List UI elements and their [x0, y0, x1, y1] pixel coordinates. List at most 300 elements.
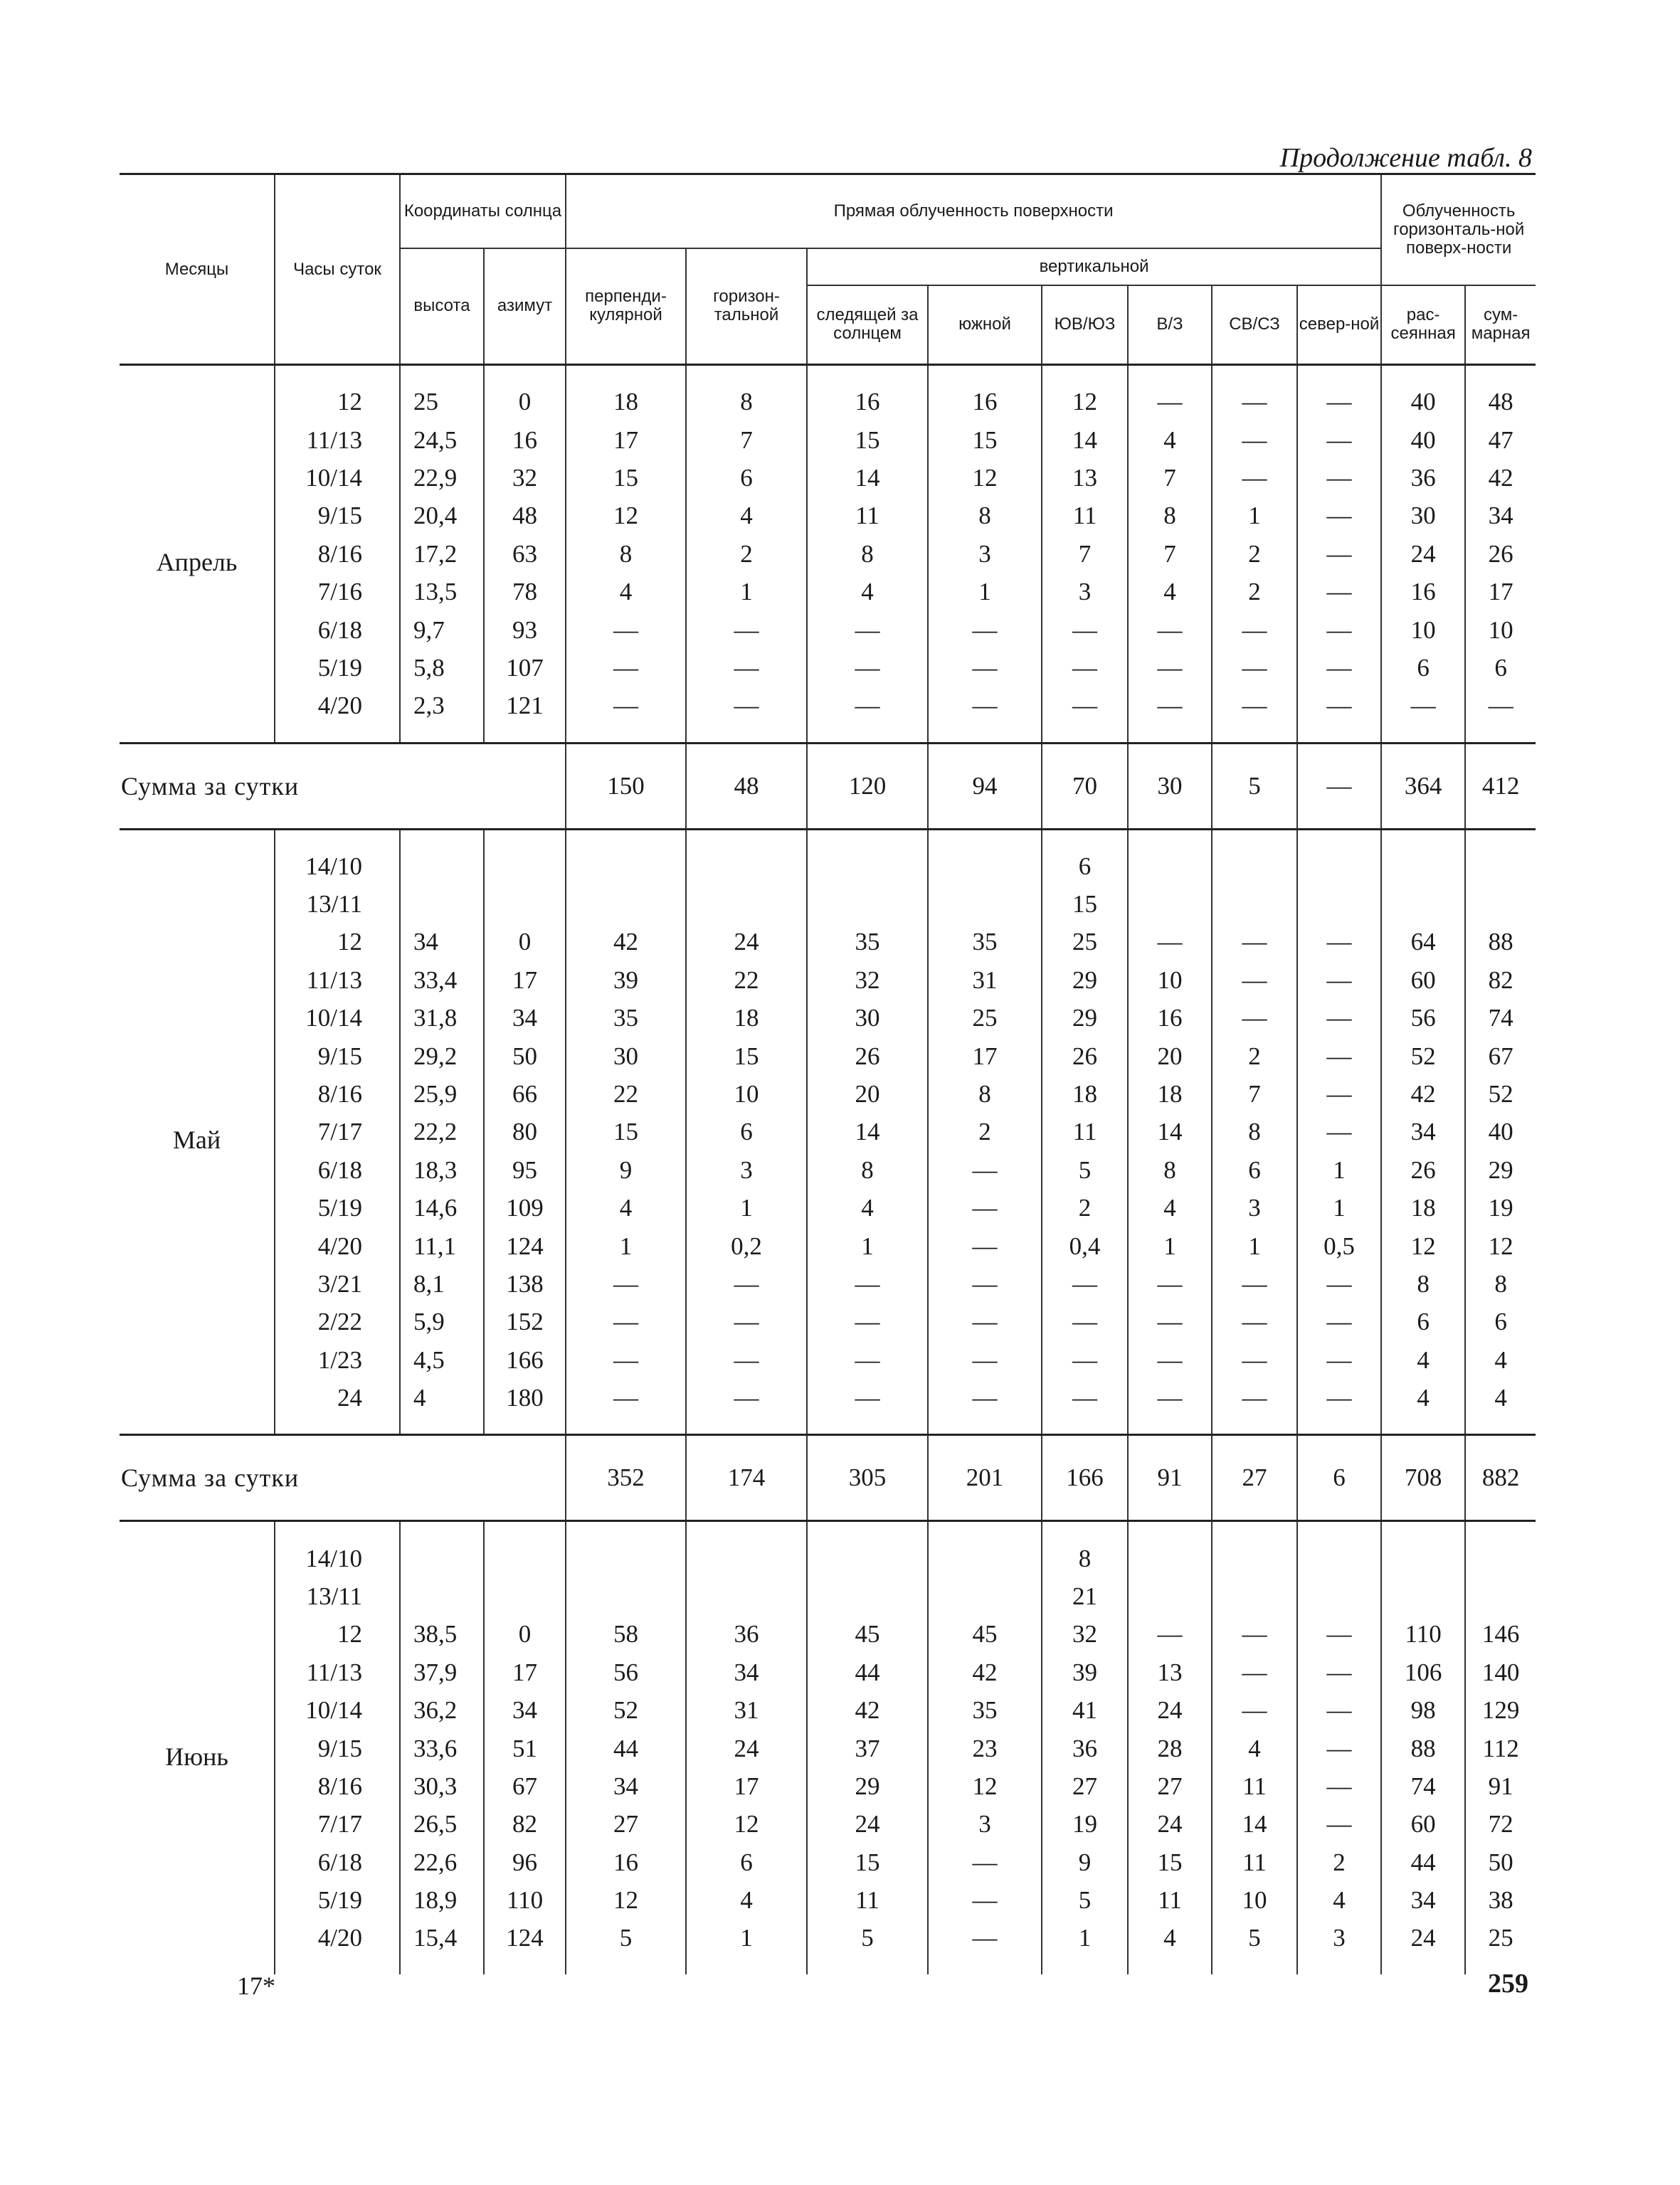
table-body — [120, 365, 1536, 1974]
daily-sum-row — [120, 1435, 1536, 1521]
table-cell: 20 — [1128, 1037, 1212, 1074]
table-cell: 26 — [1042, 1037, 1128, 1074]
table-cell: — — [566, 1341, 686, 1379]
table-cell: — — [928, 1919, 1042, 1957]
table-cell: — — [928, 687, 1042, 724]
table-cell — [686, 1577, 807, 1615]
daily-sum-label: Сумма за сутки — [120, 1435, 566, 1521]
table-cell: 8 — [1381, 1265, 1465, 1303]
padding-cell — [1381, 829, 1465, 847]
table-cell: 91 — [1465, 1767, 1536, 1805]
table-cell: 30 — [1381, 497, 1465, 534]
table-cell: 1 — [928, 573, 1042, 610]
col-header-perpendicular: перпенди-кулярной — [566, 248, 686, 365]
table-cell: — — [1297, 420, 1381, 458]
table-cell: 14 — [807, 1113, 928, 1150]
table-cell: 4 — [1465, 1379, 1536, 1417]
table-cell: — — [1297, 1379, 1381, 1417]
table-cell: — — [1297, 999, 1381, 1037]
col-header-coords: Координаты солнца — [400, 174, 566, 248]
padding-cell — [484, 1957, 566, 1974]
padding-cell — [1042, 1417, 1128, 1435]
padding-cell — [400, 829, 484, 847]
padding-cell — [1465, 725, 1536, 744]
table-cell: 58 — [566, 1615, 686, 1653]
table-cell: 3 — [928, 1805, 1042, 1843]
daily-sum-cell: 882 — [1465, 1435, 1536, 1521]
table-cell — [1381, 1539, 1465, 1577]
table-cell: 30 — [566, 1037, 686, 1074]
table-cell: 60 — [1381, 1805, 1465, 1843]
table-cell: 12 — [566, 497, 686, 534]
table-cell: 11/13 — [275, 420, 400, 458]
table-cell: 8 — [928, 497, 1042, 534]
table-row — [120, 1265, 1536, 1303]
signature-mark: 17* — [237, 1972, 275, 2000]
daily-sum-cell: 352 — [566, 1435, 686, 1521]
table-cell: 22,6 — [400, 1843, 484, 1881]
padding-cell — [928, 829, 1042, 847]
table-cell: 16 — [807, 383, 928, 420]
table-cell: — — [566, 649, 686, 687]
padding-cell — [275, 1521, 400, 1540]
table-row — [120, 1615, 1536, 1653]
table-cell: 23 — [928, 1729, 1042, 1767]
padding-cell — [566, 1417, 686, 1435]
table-cell: 80 — [484, 1113, 566, 1150]
table-cell: — — [807, 687, 928, 724]
table-cell: 24 — [686, 1729, 807, 1767]
table-cell — [1381, 847, 1465, 885]
table-cell: 4 — [1465, 1341, 1536, 1379]
table-cell: 34 — [686, 1654, 807, 1691]
table-cell: 42 — [807, 1691, 928, 1729]
table-cell: — — [566, 687, 686, 724]
table-cell — [1465, 885, 1536, 923]
table-cell: 39 — [566, 961, 686, 999]
table-cell: 4 — [1128, 1189, 1212, 1227]
table-cell: 24 — [1381, 1919, 1465, 1957]
padding-cell — [275, 1957, 400, 1974]
daily-sum-cell: — — [1297, 743, 1381, 829]
table-cell: 35 — [566, 999, 686, 1037]
table-cell: — — [1212, 923, 1297, 961]
padding-cell — [1465, 1417, 1536, 1435]
table-cell: 4 — [1212, 1729, 1297, 1767]
table-cell: 33,6 — [400, 1729, 484, 1767]
table-cell: — — [1212, 610, 1297, 648]
padding-cell — [686, 725, 807, 744]
table-cell: 10 — [1128, 961, 1212, 999]
table-cell: — — [1297, 1075, 1381, 1113]
col-header-scattered: рас-сеянная — [1381, 285, 1465, 365]
table-cell: 12 — [275, 923, 400, 961]
table-cell — [928, 1577, 1042, 1615]
table-cell: 15 — [1128, 1843, 1212, 1881]
table-cell — [484, 847, 566, 885]
table-cell: 11,1 — [400, 1227, 484, 1264]
table-cell: 95 — [484, 1151, 566, 1189]
table-cell: — — [1297, 923, 1381, 961]
table-cell: — — [1042, 1303, 1128, 1340]
table-cell: — — [1297, 1341, 1381, 1379]
padding-cell — [120, 365, 275, 383]
table-cell: 8 — [807, 1151, 928, 1189]
padding-cell — [484, 1521, 566, 1540]
table-cell: — — [928, 1303, 1042, 1340]
table-cell: 74 — [1465, 999, 1536, 1037]
table-cell — [928, 1539, 1042, 1577]
table-cell: 29 — [1042, 999, 1128, 1037]
daily-sum-cell: 70 — [1042, 743, 1128, 829]
table-cell: 40 — [1381, 383, 1465, 420]
table-row — [120, 1729, 1536, 1767]
table-cell — [1212, 1577, 1297, 1615]
table-cell: — — [686, 649, 807, 687]
table-cell: — — [1297, 610, 1381, 648]
table-cell — [807, 1577, 928, 1615]
col-header-total: сум-марная — [1465, 285, 1536, 365]
table-row — [120, 535, 1536, 573]
table-row — [120, 1654, 1536, 1691]
table-cell: 44 — [1381, 1843, 1465, 1881]
table-cell: — — [928, 610, 1042, 648]
table-cell: 56 — [566, 1654, 686, 1691]
table-cell: — — [1212, 999, 1297, 1037]
table-cell — [484, 885, 566, 923]
table-cell: 1 — [686, 1189, 807, 1227]
padding-cell — [120, 1521, 275, 1540]
col-header-south: южной — [928, 285, 1042, 365]
table-cell: 44 — [807, 1654, 928, 1691]
table-cell — [1465, 847, 1536, 885]
table-cell: 40 — [1381, 420, 1465, 458]
table-cell: 6 — [686, 1843, 807, 1881]
table-cell: 2 — [1297, 1843, 1381, 1881]
table-row — [120, 1075, 1536, 1113]
padding-cell — [1128, 1521, 1212, 1540]
table-cell: 24 — [686, 923, 807, 961]
table-cell: 16 — [928, 383, 1042, 420]
table-cell: 8 — [566, 535, 686, 573]
table-cell: 32 — [1042, 1615, 1128, 1653]
table-cell: 3 — [1042, 573, 1128, 610]
table-cell: 20 — [807, 1075, 928, 1113]
table-cell: — — [1381, 687, 1465, 724]
daily-sum-cell: 174 — [686, 1435, 807, 1521]
table-cell: 38,5 — [400, 1615, 484, 1653]
padding-cell — [807, 829, 928, 847]
table-cell: 34 — [1381, 1881, 1465, 1919]
table-cell: — — [686, 1303, 807, 1340]
table-cell: 18 — [686, 999, 807, 1037]
table-cell: — — [928, 1843, 1042, 1881]
padding-cell — [686, 1521, 807, 1540]
table-row — [120, 610, 1536, 648]
table-cell: 11/13 — [275, 1654, 400, 1691]
table-cell: — — [1128, 1303, 1212, 1340]
table-cell: 107 — [484, 649, 566, 687]
padding-cell — [1212, 829, 1297, 847]
table-cell: 22 — [686, 961, 807, 999]
table-cell: 11 — [1042, 1113, 1128, 1150]
table-cell: 48 — [1465, 383, 1536, 420]
table-cell — [928, 885, 1042, 923]
table-cell: 34 — [400, 923, 484, 961]
padding-cell — [566, 725, 686, 744]
table-cell: — — [1297, 459, 1381, 497]
table-cell: — — [1042, 687, 1128, 724]
daily-sum-cell: 94 — [928, 743, 1042, 829]
padding-cell — [1381, 365, 1465, 383]
table-cell: 1 — [686, 573, 807, 610]
table-cell: 29 — [1042, 961, 1128, 999]
table-cell: — — [1128, 383, 1212, 420]
table-row — [120, 1805, 1536, 1843]
table-cell: 42 — [928, 1654, 1042, 1691]
table-cell: 12 — [1465, 1227, 1536, 1264]
table-cell: 0,2 — [686, 1227, 807, 1264]
padding-cell — [484, 829, 566, 847]
table-cell: 106 — [1381, 1654, 1465, 1691]
table-cell: 34 — [1381, 1113, 1465, 1150]
table-cell: 9 — [1042, 1843, 1128, 1881]
table-cell: 31 — [928, 961, 1042, 999]
table-cell: 20,4 — [400, 497, 484, 534]
padding-cell — [1128, 829, 1212, 847]
table-cell: 25,9 — [400, 1075, 484, 1113]
table-cell: 0,5 — [1297, 1227, 1381, 1264]
padding-cell — [928, 725, 1042, 744]
table-row — [120, 961, 1536, 999]
table-cell: 24 — [1128, 1805, 1212, 1843]
table-cell: 74 — [1381, 1767, 1465, 1805]
table-row — [120, 459, 1536, 497]
table-cell: 8/16 — [275, 1075, 400, 1113]
table-cell: 45 — [928, 1615, 1042, 1653]
table-cell: 15 — [566, 1113, 686, 1150]
padding-cell — [566, 1957, 686, 1974]
table-cell: 35 — [928, 1691, 1042, 1729]
table-cell: 10/14 — [275, 1691, 400, 1729]
table-cell: 5 — [1042, 1881, 1128, 1919]
table-cell: 24 — [807, 1805, 928, 1843]
table-cell: 98 — [1381, 1691, 1465, 1729]
table-cell: 24 — [1381, 535, 1465, 573]
table-cell: — — [1212, 1341, 1297, 1379]
table-cell: 24,5 — [400, 420, 484, 458]
table-row — [120, 999, 1536, 1037]
table-row — [120, 1539, 1536, 1577]
table-cell: 93 — [484, 610, 566, 648]
padding-cell — [1042, 829, 1128, 847]
table-cell: 19 — [1042, 1805, 1128, 1843]
table-cell: — — [1128, 610, 1212, 648]
table-cell: 14 — [1042, 420, 1128, 458]
table-cell: 110 — [1381, 1615, 1465, 1653]
table-cell: 6/18 — [275, 610, 400, 648]
table-cell: 4/20 — [275, 687, 400, 724]
padding-cell — [484, 1417, 566, 1435]
table-cell: — — [1297, 649, 1381, 687]
table-cell: 4 — [1297, 1881, 1381, 1919]
table-cell: 35 — [928, 923, 1042, 961]
table-cell: 2/22 — [275, 1303, 400, 1340]
padding-cell — [1212, 1521, 1297, 1540]
table-cell: 41 — [1042, 1691, 1128, 1729]
col-header-following-sun: следящей за солнцем — [807, 285, 928, 365]
table-row — [120, 923, 1536, 961]
table-cell: 2 — [686, 535, 807, 573]
table-cell: 82 — [1465, 961, 1536, 999]
table-cell: 24 — [275, 1379, 400, 1417]
table-cell: 11 — [1042, 497, 1128, 534]
table-cell: 12 — [1381, 1227, 1465, 1264]
table-cell: 4 — [686, 497, 807, 534]
table-cell — [1297, 847, 1381, 885]
table-cell — [1465, 1539, 1536, 1577]
table-cell — [1297, 1577, 1381, 1615]
padding-cell — [928, 365, 1042, 383]
table-cell: 15 — [807, 1843, 928, 1881]
padding-cell — [686, 365, 807, 383]
table-cell: 7/17 — [275, 1805, 400, 1843]
table-cell: 5 — [566, 1919, 686, 1957]
table-cell: 25 — [1042, 923, 1128, 961]
table-cell: 8 — [1128, 1151, 1212, 1189]
table-row — [120, 1843, 1536, 1881]
table-cell: — — [686, 1265, 807, 1303]
table-row — [120, 1881, 1536, 1919]
table-cell: 22,9 — [400, 459, 484, 497]
table-cell — [928, 847, 1042, 885]
table-cell: 4,5 — [400, 1341, 484, 1379]
table-cell: 9/15 — [275, 1729, 400, 1767]
table-cell: 110 — [484, 1881, 566, 1919]
table-cell: — — [1297, 1691, 1381, 1729]
table-cell: — — [566, 1265, 686, 1303]
table-cell: 18 — [1042, 1075, 1128, 1113]
table-cell: 140 — [1465, 1654, 1536, 1691]
table-cell: 7 — [1128, 535, 1212, 573]
table-cell: 11 — [1212, 1767, 1297, 1805]
table-cell: — — [1212, 1303, 1297, 1340]
table-cell: — — [928, 1189, 1042, 1227]
daily-sum-cell: 166 — [1042, 1435, 1128, 1521]
table-cell: — — [1212, 1379, 1297, 1417]
table-cell: 34 — [484, 999, 566, 1037]
table-cell: — — [1212, 687, 1297, 724]
table-cell: — — [1297, 1729, 1381, 1767]
table-cell: — — [1297, 535, 1381, 573]
padding-cell — [928, 1521, 1042, 1540]
col-header-ne-nw: СВ/СЗ — [1212, 285, 1297, 365]
table-cell: 10/14 — [275, 459, 400, 497]
table-row — [120, 1767, 1536, 1805]
table-cell: 16 — [484, 420, 566, 458]
table-cell: 1 — [807, 1227, 928, 1264]
table-cell: 78 — [484, 573, 566, 610]
daily-sum-cell: 6 — [1297, 1435, 1381, 1521]
table-cell: 36 — [686, 1615, 807, 1653]
table-cell: 6 — [1465, 649, 1536, 687]
table-cell: 18,9 — [400, 1881, 484, 1919]
padding-cell — [1042, 365, 1128, 383]
padding-cell — [1212, 365, 1297, 383]
table-cell: 10 — [686, 1075, 807, 1113]
table-cell — [566, 1577, 686, 1615]
table-cell: 15 — [807, 420, 928, 458]
table-cell: 18,3 — [400, 1151, 484, 1189]
table-cell: 52 — [1381, 1037, 1465, 1074]
table-row — [120, 687, 1536, 724]
table-cell: 32 — [484, 459, 566, 497]
table-cell: 36,2 — [400, 1691, 484, 1729]
table-cell: 5,8 — [400, 649, 484, 687]
table-cell — [1297, 1539, 1381, 1577]
table-cell: 3 — [1212, 1189, 1297, 1227]
table-cell: 44 — [566, 1729, 686, 1767]
padding-cell — [1381, 1417, 1465, 1435]
table-cell: 5/19 — [275, 1189, 400, 1227]
table-cell: 56 — [1381, 999, 1465, 1037]
table-cell: 35 — [807, 923, 928, 961]
page-number: 259 — [1488, 1969, 1528, 1999]
table-cell: 12 — [928, 1767, 1042, 1805]
table-cell — [1212, 847, 1297, 885]
table-cell: 60 — [1381, 961, 1465, 999]
table-cell: 1 — [686, 1919, 807, 1957]
col-header-se-sw: ЮВ/ЮЗ — [1042, 285, 1128, 365]
table-row — [120, 847, 1536, 885]
table-cell — [1381, 885, 1465, 923]
table-cell: — — [1212, 1265, 1297, 1303]
table-cell — [686, 885, 807, 923]
table-cell: 5,9 — [400, 1303, 484, 1340]
table-cell: 0,4 — [1042, 1227, 1128, 1264]
padding-cell — [1381, 1957, 1465, 1974]
table-cell: 9/15 — [275, 1037, 400, 1074]
table-cell: 9,7 — [400, 610, 484, 648]
table-cell: 37,9 — [400, 1654, 484, 1691]
table-cell: 37 — [807, 1729, 928, 1767]
table-cell: — — [1128, 923, 1212, 961]
table-cell: 180 — [484, 1379, 566, 1417]
table-cell: 47 — [1465, 420, 1536, 458]
padding-cell — [275, 829, 400, 847]
table-cell: 4 — [400, 1379, 484, 1417]
table-cell: 6 — [1381, 1303, 1465, 1340]
table-cell — [1128, 847, 1212, 885]
table-cell: 13 — [1128, 1654, 1212, 1691]
table-cell: 7 — [1042, 535, 1128, 573]
table-cell: 82 — [484, 1805, 566, 1843]
padding-cell — [1465, 365, 1536, 383]
table-cell: — — [1128, 1265, 1212, 1303]
padding-cell — [1297, 1957, 1381, 1974]
table-cell — [1212, 1539, 1297, 1577]
table-cell: — — [928, 1151, 1042, 1189]
table-cell: 24 — [1128, 1691, 1212, 1729]
table-cell: — — [807, 1341, 928, 1379]
table-cell: 12 — [275, 383, 400, 420]
table-cell: — — [1212, 649, 1297, 687]
table-row — [120, 1577, 1536, 1615]
table-row — [120, 1341, 1536, 1379]
table-cell: — — [1297, 1654, 1381, 1691]
daily-sum-cell: 305 — [807, 1435, 928, 1521]
padding-cell — [1297, 829, 1381, 847]
